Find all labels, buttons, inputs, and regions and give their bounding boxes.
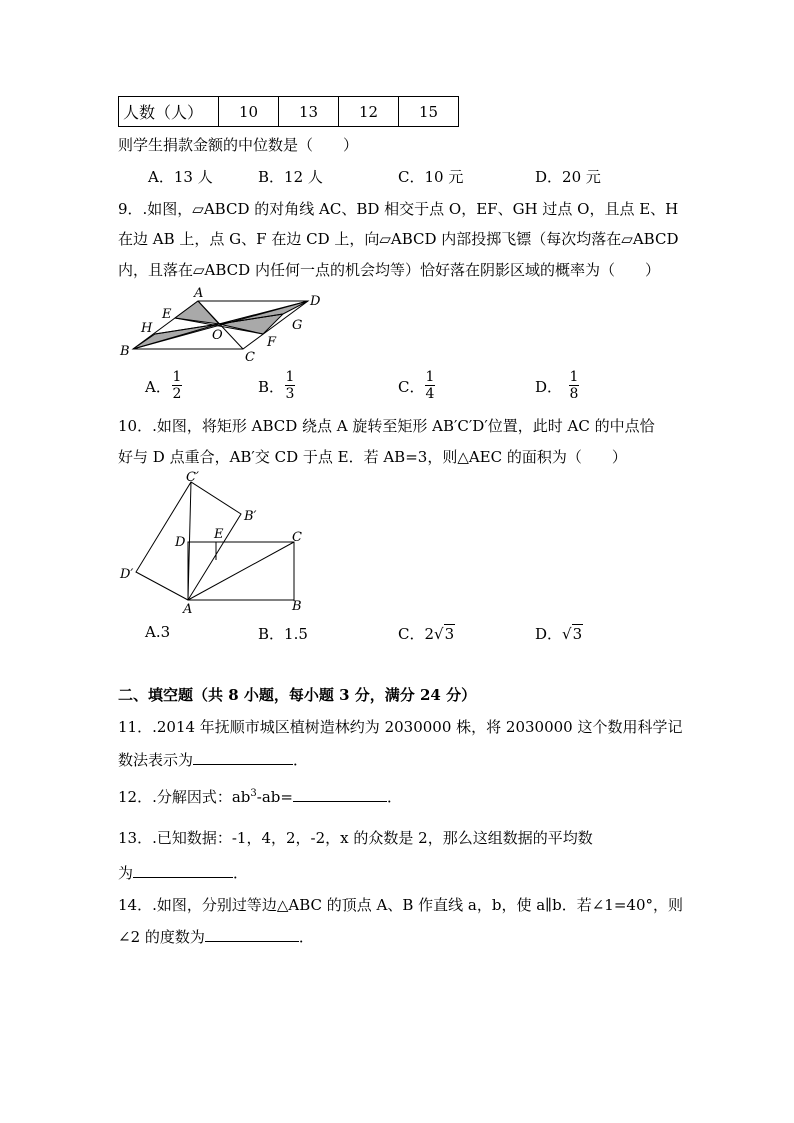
answer-blank[interactable] [205, 927, 299, 942]
q8-option-c: C．10 元 [398, 168, 464, 186]
fraction-denominator: 4 [425, 386, 435, 402]
answer-blank[interactable] [293, 787, 387, 802]
label-g: G [292, 318, 303, 333]
answer-blank[interactable] [193, 750, 293, 765]
option-letter: C． [398, 625, 425, 643]
label-e: E [214, 527, 224, 542]
fraction-numerator: 1 [285, 369, 295, 385]
q10-option-a: A.3 [145, 623, 171, 641]
donation-count-table [118, 96, 459, 127]
table-row [119, 97, 459, 127]
segment-ac [188, 542, 294, 600]
q9-option-d-fraction [569, 370, 579, 401]
label-h: H [141, 321, 153, 336]
label-d: D [175, 535, 186, 550]
q13-prefix: 为 [118, 864, 134, 882]
q8-option-d: D．20 元 [535, 168, 601, 186]
label-c: C [245, 350, 255, 364]
radical-coefficient: 2 [424, 625, 435, 643]
fraction-numerator: 1 [172, 369, 182, 385]
q9-option-c-letter: C． [398, 378, 425, 396]
q10-line-1: 10．.如图，将矩形 ABCD 绕点 A 旋转至矩形 AB′C′D′位置，此时 AC 的中点恰 [118, 417, 655, 435]
q14-line-1: 14．.如图，分别过等边△ABC 的顶点 A、B 作直线 a，b，使 a∥b．若∠1=40°，则 [118, 896, 683, 914]
parallelogram-figure [110, 282, 340, 364]
label-f: F [267, 335, 277, 350]
label-b-prime: B′ [244, 509, 257, 524]
label-b: B [120, 344, 130, 359]
q8-question: 则学生捐款金额的中位数是（ ） [118, 136, 359, 154]
option-letter: D． [535, 625, 563, 643]
table-cell: 15 [399, 97, 459, 127]
q10-option-c [398, 623, 455, 644]
label-c: C [292, 530, 302, 545]
table-cell: 13 [279, 97, 339, 127]
label-b: B [292, 599, 302, 614]
q9-option-b-fraction [285, 370, 295, 401]
radicand: 3 [444, 625, 455, 643]
table-header-cell: 人数（人） [119, 97, 219, 127]
q10-option-b: B．1.5 [258, 625, 308, 643]
q11-line-1: 11．.2014 年抚顺市城区植树造林约为 2030000 株，将 2030000 这个数用科学记 [118, 718, 683, 736]
label-e: E [162, 307, 172, 322]
segment-ac1 [188, 482, 191, 600]
q11-line-2 [118, 749, 308, 770]
table-cell: 10 [219, 97, 279, 127]
fraction-denominator: 3 [285, 386, 295, 402]
answer-blank[interactable] [133, 863, 233, 878]
label-d: D [310, 294, 321, 309]
fraction-numerator: 1 [425, 369, 435, 385]
q14-suffix: ． [298, 928, 314, 946]
q14-line-2 [118, 926, 314, 947]
q8-option-a: A．13 人 [148, 168, 213, 186]
label-c-prime: C′ [186, 470, 199, 485]
q12-expression: -ab= [256, 788, 293, 806]
q13-line-1: 13．.已知数据：-1，4，2，-2，x 的众数是 2，那么这组数据的平均数 [118, 829, 593, 847]
q10-option-d [535, 623, 583, 644]
q12-exponent: 3 [250, 788, 257, 799]
q9-option-a-fraction [172, 370, 182, 401]
square-root: √ 3 [434, 625, 455, 643]
section-2-title: 二、填空题（共 8 小题，每小题 3 分，满分 24 分） [118, 686, 477, 704]
q13-suffix: ． [233, 864, 249, 882]
q9-line-1: 9．.如图，▱ABCD 的对角线 AC、BD 相交于点 O，EF、GH 过点 O，且点 E、H [118, 200, 679, 218]
rotated-rectangle-figure [112, 468, 322, 616]
q9-option-c-fraction [425, 370, 435, 401]
square-root: √ 3 [562, 625, 583, 643]
q8-option-b: B．12 人 [258, 168, 323, 186]
q13-line-2 [118, 862, 248, 883]
q12-suffix: ． [386, 788, 402, 806]
fraction-numerator: 1 [569, 369, 579, 385]
q9-line-2: 在边 AB 上，点 G、F 在边 CD 上，向▱ABCD 内部投掷飞镖（每次均落在▱ABCD [118, 230, 679, 248]
q9-option-b-letter: B． [258, 378, 285, 396]
label-o: O [212, 328, 223, 343]
q12-prefix: 12．.分解因式：ab [118, 788, 251, 806]
label-a: A [183, 602, 193, 616]
q10-line-2: 好与 D 点重合，AB′交 CD 于点 E．若 AB=3，则△AEC 的面积为（ ） [118, 448, 627, 466]
q12-line [118, 786, 402, 807]
q11-prefix: 数法表示为 [118, 751, 194, 769]
q9-option-d-letter: D． [535, 378, 563, 396]
q9-line-3: 内，且落在▱ABCD 内任何一点的机会均等）恰好落在阴影区域的概率为（ ） [118, 261, 660, 279]
fraction-denominator: 2 [172, 386, 182, 402]
radicand: 3 [572, 625, 583, 643]
fraction-denominator: 8 [569, 386, 579, 402]
label-a: A [194, 286, 204, 301]
q11-suffix: ． [293, 751, 309, 769]
label-d-prime: D′ [120, 567, 134, 582]
q14-prefix: ∠2 的度数为 [118, 928, 205, 946]
q9-option-a-letter: A． [145, 378, 171, 396]
shaded-region-top [175, 301, 219, 324]
table-cell: 12 [339, 97, 399, 127]
